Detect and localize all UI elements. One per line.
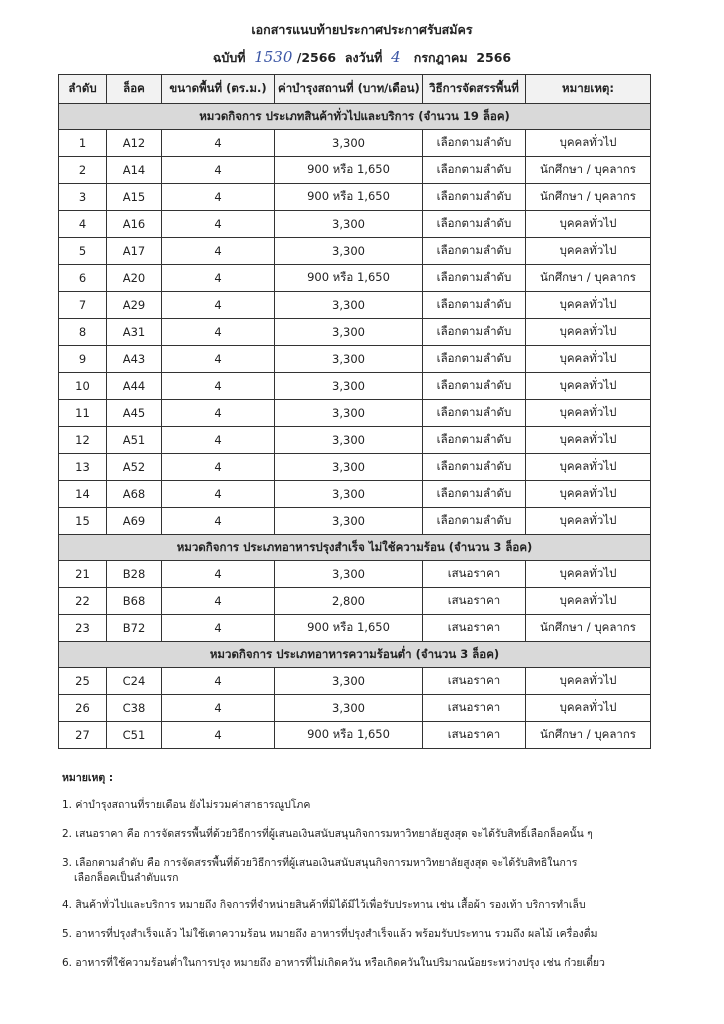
date-label: ลงวันที่ [344,50,383,65]
table-row [59,400,651,427]
cell-area: 4 [162,588,275,615]
note-4: 4. สินค้าทั่วไปและบริการ หมายถึง กิจการที่จำหน่ายสินค้าที่มิได้มีไว้เพื่อรับประทาน เช่น เสื้อผ้า รองเท้า บริการทำเล็บ [62,899,586,911]
table-row [59,695,651,722]
note-1: 1. ค่าบำรุงสถานที่รายเดือน ยังไม่รวมค่าสาธารณูปโภค [62,799,311,811]
cell-area: 4 [162,427,275,454]
cell-area: 4 [162,615,275,642]
cell-fee: 3,300 [275,561,423,588]
cell-area: 4 [162,319,275,346]
cell-lock: C24 [107,668,162,695]
cell-method: เสนอราคา [423,722,526,749]
col-header-fee: ค่าบำรุงสถานที่ (บาท/เดือน) [275,75,423,104]
cell-method: เลือกตามลำดับ [423,130,526,157]
cell-remark: บุคคลทั่วไป [526,454,651,481]
cell-fee: 3,300 [275,319,423,346]
note-5: 5. อาหารที่ปรุงสำเร็จแล้ว ไม่ใช้เตาความร้อน หมายถึง อาหารที่ปรุงสำเร็จแล้ว พร้อมรับประทาน รวมถึง ผลไม้ เครื่องดื่ม [62,928,598,940]
note-2: 2. เสนอราคา คือ การจัดสรรพื้นที่ด้วยวิธีการที่ผู้เสนอเงินสนับสนุนกิจการมหาวิทยาลัยสูงสุด จะได้รับสิทธิ์เลือกล็อคนั้น ๆ [62,828,593,840]
cell-order: 23 [59,615,107,642]
cell-fee: 3,300 [275,346,423,373]
cell-method: เลือกตามลำดับ [423,346,526,373]
cell-method: เลือกตามลำดับ [423,292,526,319]
cell-area: 4 [162,238,275,265]
cell-lock: A52 [107,454,162,481]
cell-order: 5 [59,238,107,265]
cell-order: 15 [59,508,107,535]
cell-method: เสนอราคา [423,561,526,588]
cell-order: 25 [59,668,107,695]
cell-area: 4 [162,722,275,749]
table-row [59,211,651,238]
cell-method: เสนอราคา [423,695,526,722]
cell-area: 4 [162,130,275,157]
cell-remark: บุคคลทั่วไป [526,130,651,157]
cell-fee: 900 หรือ 1,650 [275,157,423,184]
cell-fee: 3,300 [275,668,423,695]
cell-area: 4 [162,668,275,695]
cell-order: 14 [59,481,107,508]
cell-remark: บุคคลทั่วไป [526,292,651,319]
note-3-continuation: เลือกล็อคเป็นลำดับแรก [74,872,179,884]
cell-area: 4 [162,454,275,481]
cell-lock: A14 [107,157,162,184]
table-row [59,130,651,157]
cell-method: เสนอราคา [423,588,526,615]
cell-order: 3 [59,184,107,211]
cell-fee: 3,300 [275,130,423,157]
table-row [59,184,651,211]
cell-area: 4 [162,292,275,319]
cell-remark: บุคคลทั่วไป [526,211,651,238]
cell-lock: A16 [107,211,162,238]
issue-number-handwritten: 1530 [254,48,293,66]
cell-order: 9 [59,346,107,373]
cell-fee: 3,300 [275,238,423,265]
cell-lock: A15 [107,184,162,211]
table-row [59,722,651,749]
category-heading: หมวดกิจการ ประเภทสินค้าทั่วไปและบริการ (จำนวน 19 ล็อค) [59,104,651,130]
cell-area: 4 [162,265,275,292]
notes-heading: หมายเหตุ : [62,772,114,784]
col-header-lock: ล็อค [107,75,162,104]
cell-fee: 3,300 [275,211,423,238]
cell-remark: บุคคลทั่วไป [526,668,651,695]
cell-method: เลือกตามลำดับ [423,508,526,535]
cell-order: 10 [59,373,107,400]
cell-fee: 3,300 [275,373,423,400]
cell-remark: บุคคลทั่วไป [526,481,651,508]
cell-fee: 3,300 [275,481,423,508]
issue-label: ฉบับที่ [212,50,246,65]
lock-table [58,74,651,749]
table-row [59,481,651,508]
cell-method: เลือกตามลำดับ [423,427,526,454]
cell-lock: A12 [107,130,162,157]
cell-remark: บุคคลทั่วไป [526,588,651,615]
cell-method: เสนอราคา [423,668,526,695]
note-3: 3. เลือกตามลำดับ คือ การจัดสรรพื้นที่ด้วยวิธีการที่ผู้เสนอเงินสนับสนุนกิจการมหาวิทยาลัยสูงสุด จะได้รับสิทธิในการ [62,857,578,869]
cell-method: เลือกตามลำดับ [423,184,526,211]
cell-fee: 3,300 [275,454,423,481]
cell-method: เลือกตามลำดับ [423,400,526,427]
cell-order: 27 [59,722,107,749]
category-row [59,104,651,130]
cell-area: 4 [162,346,275,373]
cell-order: 2 [59,157,107,184]
date-month-year: กรกฎาคม 2566 [413,50,512,65]
table-row [59,346,651,373]
cell-fee: 3,300 [275,292,423,319]
cell-method: เลือกตามลำดับ [423,157,526,184]
table-row [59,588,651,615]
cell-remark: บุคคลทั่วไป [526,238,651,265]
cell-remark: บุคคลทั่วไป [526,346,651,373]
cell-remark: บุคคลทั่วไป [526,319,651,346]
cell-area: 4 [162,211,275,238]
cell-order: 1 [59,130,107,157]
cell-fee: 3,300 [275,427,423,454]
cell-order: 4 [59,211,107,238]
cell-lock: A43 [107,346,162,373]
category-heading: หมวดกิจการ ประเภทอาหารปรุงสำเร็จ ไม่ใช้ความร้อน (จำนวน 3 ล็อค) [59,535,651,561]
cell-area: 4 [162,508,275,535]
cell-remark: บุคคลทั่วไป [526,561,651,588]
cell-lock: A31 [107,319,162,346]
cell-remark: นักศึกษา / บุคลากร [526,722,651,749]
cell-remark: บุคคลทั่วไป [526,508,651,535]
cell-lock: A20 [107,265,162,292]
document-subtitle [0,48,724,68]
cell-area: 4 [162,695,275,722]
cell-fee: 900 หรือ 1,650 [275,615,423,642]
cell-order: 22 [59,588,107,615]
cell-remark: นักศึกษา / บุคลากร [526,615,651,642]
cell-order: 21 [59,561,107,588]
col-header-area: ขนาดพื้นที่ (ตร.ม.) [162,75,275,104]
cell-fee: 900 หรือ 1,650 [275,265,423,292]
cell-order: 7 [59,292,107,319]
cell-remark: บุคคลทั่วไป [526,427,651,454]
cell-remark: นักศึกษา / บุคลากร [526,157,651,184]
table-row [59,508,651,535]
cell-lock: A44 [107,373,162,400]
cell-method: เสนอราคา [423,615,526,642]
cell-lock: B68 [107,588,162,615]
cell-order: 8 [59,319,107,346]
col-header-order: ลำดับ [59,75,107,104]
cell-lock: A68 [107,481,162,508]
table-row [59,292,651,319]
cell-area: 4 [162,400,275,427]
cell-remark: บุคคลทั่วไป [526,400,651,427]
cell-method: เลือกตามลำดับ [423,265,526,292]
cell-method: เลือกตามลำดับ [423,238,526,265]
cell-method: เลือกตามลำดับ [423,319,526,346]
cell-fee: 3,300 [275,508,423,535]
cell-fee: 900 หรือ 1,650 [275,722,423,749]
table-row [59,454,651,481]
table-header-row [59,75,651,104]
cell-fee: 900 หรือ 1,650 [275,184,423,211]
cell-method: เลือกตามลำดับ [423,373,526,400]
cell-lock: A45 [107,400,162,427]
document-title: เอกสารแนบท้ายประกาศประกาศรับสมัคร [251,22,473,37]
cell-lock: C51 [107,722,162,749]
cell-method: เลือกตามลำดับ [423,454,526,481]
cell-remark: นักศึกษา / บุคลากร [526,184,651,211]
cell-lock: B28 [107,561,162,588]
cell-order: 26 [59,695,107,722]
date-day-handwritten: 4 [391,48,401,66]
table-row [59,615,651,642]
table-row [59,373,651,400]
cell-fee: 3,300 [275,695,423,722]
cell-lock: A17 [107,238,162,265]
table-row [59,427,651,454]
cell-method: เลือกตามลำดับ [423,211,526,238]
cell-remark: บุคคลทั่วไป [526,373,651,400]
cell-area: 4 [162,373,275,400]
cell-area: 4 [162,561,275,588]
cell-fee: 3,300 [275,400,423,427]
note-6: 6. อาหารที่ใช้ความร้อนต่ำในการปรุง หมายถึง อาหารที่ไม่เกิดควัน หรือเกิดควันในปริมาณน้อยระหว่างปรุง เช่น ก๋วยเตี๋ยว [62,957,605,969]
col-header-method: วิธีการจัดสรรพื้นที่ [423,75,526,104]
cell-fee: 2,800 [275,588,423,615]
cell-order: 12 [59,427,107,454]
col-header-remark: หมายเหตุ: [526,75,651,104]
cell-lock: C38 [107,695,162,722]
category-heading: หมวดกิจการ ประเภทอาหารความร้อนต่ำ (จำนวน 3 ล็อค) [59,642,651,668]
table-row [59,561,651,588]
issue-year: /2566 [296,50,337,65]
cell-order: 13 [59,454,107,481]
notes-section [62,769,702,985]
cell-area: 4 [162,481,275,508]
cell-area: 4 [162,157,275,184]
table-row [59,265,651,292]
cell-lock: A51 [107,427,162,454]
table-row [59,238,651,265]
cell-remark: บุคคลทั่วไป [526,695,651,722]
cell-lock: B72 [107,615,162,642]
category-row [59,535,651,561]
cell-remark: นักศึกษา / บุคลากร [526,265,651,292]
table-row [59,668,651,695]
table-row [59,319,651,346]
cell-lock: A69 [107,508,162,535]
cell-area: 4 [162,184,275,211]
cell-method: เลือกตามลำดับ [423,481,526,508]
category-row [59,642,651,668]
cell-order: 11 [59,400,107,427]
table-row [59,157,651,184]
cell-order: 6 [59,265,107,292]
cell-lock: A29 [107,292,162,319]
